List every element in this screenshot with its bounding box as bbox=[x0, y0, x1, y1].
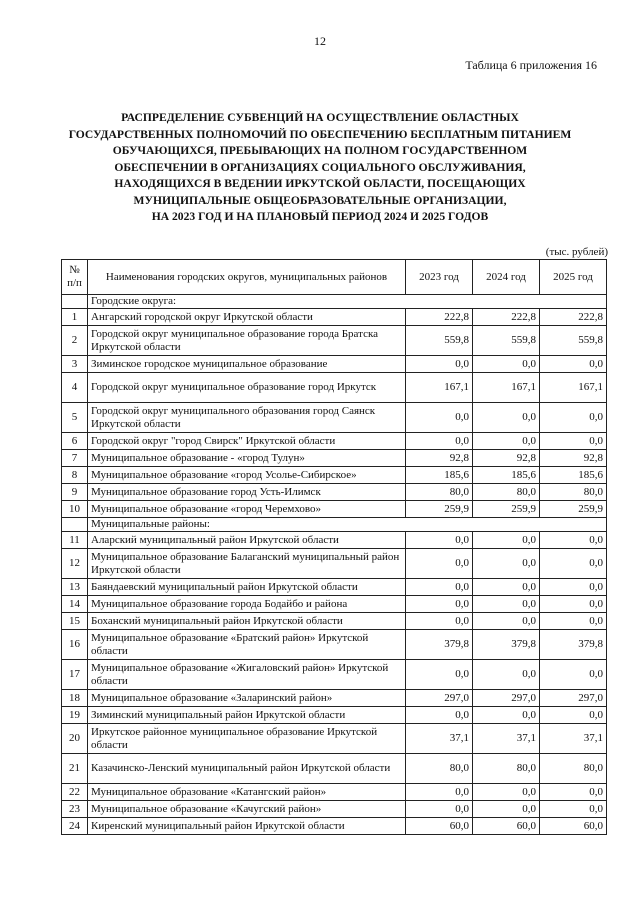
table-header-row bbox=[62, 260, 607, 295]
value-2025: 0,0 bbox=[540, 579, 607, 596]
value-2024: 80,0 bbox=[473, 754, 540, 784]
value-2023: 185,6 bbox=[406, 467, 473, 484]
row-number: 17 bbox=[62, 660, 88, 690]
title-line: РАСПРЕДЕЛЕНИЕ СУБВЕНЦИЙ НА ОСУЩЕСТВЛЕНИЕ ОБЛАСТНЫХ bbox=[121, 111, 519, 124]
value-2025: 80,0 bbox=[540, 754, 607, 784]
row-number: 1 bbox=[62, 309, 88, 326]
value-2023: 0,0 bbox=[406, 532, 473, 549]
table-row bbox=[62, 579, 607, 596]
table-row bbox=[62, 433, 607, 450]
value-2024: 0,0 bbox=[473, 549, 540, 579]
row-number: 14 bbox=[62, 596, 88, 613]
row-name: Муниципальное образование город Усть-Илимск bbox=[88, 484, 406, 501]
title-line: НАХОДЯЩИХСЯ В ВЕДЕНИИ ИРКУТСКОЙ ОБЛАСТИ, ПОСЕЩАЮЩИХ bbox=[114, 177, 526, 190]
table-group-row bbox=[62, 518, 607, 532]
value-2023: 37,1 bbox=[406, 724, 473, 754]
title-line: МУНИЦИПАЛЬНЫЕ ОБЩЕОБРАЗОВАТЕЛЬНЫЕ ОРГАНИЗАЦИИ, bbox=[133, 193, 507, 207]
row-number: 24 bbox=[62, 818, 88, 835]
value-2024: 259,9 bbox=[473, 501, 540, 518]
value-2023: 0,0 bbox=[406, 356, 473, 373]
table-row bbox=[62, 403, 607, 433]
group-label: Городские округа: bbox=[88, 295, 607, 309]
table-row bbox=[62, 356, 607, 373]
row-name: Городской округ муниципального образования город Саянск Иркутской области bbox=[88, 403, 406, 433]
value-2023: 0,0 bbox=[406, 549, 473, 579]
value-2023: 0,0 bbox=[406, 801, 473, 818]
value-2025: 0,0 bbox=[540, 596, 607, 613]
value-2023: 60,0 bbox=[406, 818, 473, 835]
value-2024: 0,0 bbox=[473, 801, 540, 818]
value-2024: 0,0 bbox=[473, 660, 540, 690]
row-name: Иркутское районное муниципальное образование Иркутской области bbox=[88, 724, 406, 754]
value-2025: 0,0 bbox=[540, 707, 607, 724]
value-2024: 0,0 bbox=[473, 613, 540, 630]
value-2025: 0,0 bbox=[540, 784, 607, 801]
row-name: Боханский муниципальный район Иркутской области bbox=[88, 613, 406, 630]
group-num-cell bbox=[62, 518, 88, 532]
row-name: Ангарский городской округ Иркутской области bbox=[88, 309, 406, 326]
value-2025: 0,0 bbox=[540, 356, 607, 373]
row-name: Муниципальное образование - «город Тулун» bbox=[88, 450, 406, 467]
value-2023: 0,0 bbox=[406, 707, 473, 724]
group-num-cell bbox=[62, 295, 88, 309]
value-2025: 80,0 bbox=[540, 484, 607, 501]
row-name: Казачинско-Ленский муниципальный район Иркутской области bbox=[88, 754, 406, 784]
title-line: ОБЕСПЕЧЕНИИ В ОРГАНИЗАЦИЯХ СОЦИАЛЬНОГО ОБСЛУЖИВАНИЯ, bbox=[114, 160, 526, 174]
value-2024: 0,0 bbox=[473, 403, 540, 433]
row-name: Аларский муниципальный район Иркутской области bbox=[88, 532, 406, 549]
value-2023: 379,8 bbox=[406, 630, 473, 660]
value-2024: 80,0 bbox=[473, 484, 540, 501]
row-number: 12 bbox=[62, 549, 88, 579]
value-2024: 0,0 bbox=[473, 532, 540, 549]
table-row bbox=[62, 467, 607, 484]
row-name: Зиминский муниципальный район Иркутской области bbox=[88, 707, 406, 724]
table-row bbox=[62, 784, 607, 801]
title-line: ОБУЧАЮЩИХСЯ, ПРЕБЫВАЮЩИХ НА ПОЛНОМ ГОСУДАРСТВЕННОМ bbox=[112, 144, 528, 157]
row-number: 6 bbox=[62, 433, 88, 450]
row-number: 16 bbox=[62, 630, 88, 660]
page-number: 12 bbox=[314, 34, 326, 48]
table-row bbox=[62, 801, 607, 818]
row-name: Городской округ муниципальное образование города Братска Иркутской области bbox=[88, 326, 406, 356]
value-2023: 92,8 bbox=[406, 450, 473, 467]
unit-note: (тыс. рублей) bbox=[545, 246, 608, 258]
table-group-row bbox=[62, 295, 607, 309]
row-name: Муниципальное образование «Катангский район» bbox=[88, 784, 406, 801]
row-number: 13 bbox=[62, 579, 88, 596]
row-name: Муниципальное образование «Братский район» Иркутской области bbox=[88, 630, 406, 660]
row-number: 2 bbox=[62, 326, 88, 356]
value-2023: 0,0 bbox=[406, 660, 473, 690]
row-name: Муниципальное образование «город Черемхово» bbox=[88, 501, 406, 518]
row-number: 10 bbox=[62, 501, 88, 518]
header-2024: 2024 год bbox=[473, 260, 540, 295]
value-2025: 222,8 bbox=[540, 309, 607, 326]
value-2024: 559,8 bbox=[473, 326, 540, 356]
header-2023: 2023 год bbox=[406, 260, 473, 295]
table-row bbox=[62, 596, 607, 613]
subsidy-table bbox=[61, 259, 607, 835]
value-2025: 37,1 bbox=[540, 724, 607, 754]
value-2025: 0,0 bbox=[540, 403, 607, 433]
row-name: Муниципальное образование города Бодайбо и района bbox=[88, 596, 406, 613]
value-2024: 0,0 bbox=[473, 433, 540, 450]
value-2025: 0,0 bbox=[540, 801, 607, 818]
row-number: 8 bbox=[62, 467, 88, 484]
value-2023: 167,1 bbox=[406, 373, 473, 403]
value-2025: 0,0 bbox=[540, 433, 607, 450]
row-number: 20 bbox=[62, 724, 88, 754]
value-2024: 0,0 bbox=[473, 579, 540, 596]
row-number: 18 bbox=[62, 690, 88, 707]
table-body bbox=[62, 295, 607, 835]
table-row bbox=[62, 309, 607, 326]
value-2025: 0,0 bbox=[540, 660, 607, 690]
row-number: 11 bbox=[62, 532, 88, 549]
value-2024: 92,8 bbox=[473, 450, 540, 467]
value-2023: 222,8 bbox=[406, 309, 473, 326]
value-2025: 60,0 bbox=[540, 818, 607, 835]
value-2024: 0,0 bbox=[473, 784, 540, 801]
value-2024: 0,0 bbox=[473, 356, 540, 373]
group-label: Муниципальные районы: bbox=[88, 518, 607, 532]
row-name: Муниципальное образование «город Усолье-Сибирское» bbox=[88, 467, 406, 484]
value-2023: 0,0 bbox=[406, 433, 473, 450]
row-number: 21 bbox=[62, 754, 88, 784]
value-2024: 222,8 bbox=[473, 309, 540, 326]
value-2024: 185,6 bbox=[473, 467, 540, 484]
row-name: Муниципальное образование «Жигаловский район» Иркутской области bbox=[88, 660, 406, 690]
row-name: Киренский муниципальный район Иркутской области bbox=[88, 818, 406, 835]
value-2025: 0,0 bbox=[540, 532, 607, 549]
row-name: Баяндаевский муниципальный район Иркутской области bbox=[88, 579, 406, 596]
row-name: Городской округ "город Свирск" Иркутской области bbox=[88, 433, 406, 450]
value-2025: 0,0 bbox=[540, 549, 607, 579]
row-number: 5 bbox=[62, 403, 88, 433]
table-row bbox=[62, 724, 607, 754]
value-2025: 92,8 bbox=[540, 450, 607, 467]
table-row bbox=[62, 630, 607, 660]
value-2023: 0,0 bbox=[406, 613, 473, 630]
value-2024: 297,0 bbox=[473, 690, 540, 707]
row-name: Муниципальное образование «Качугский район» bbox=[88, 801, 406, 818]
row-name: Муниципальное образование Балаганский муниципальный район Иркутской области bbox=[88, 549, 406, 579]
document-title bbox=[30, 110, 610, 226]
value-2025: 185,6 bbox=[540, 467, 607, 484]
value-2024: 60,0 bbox=[473, 818, 540, 835]
value-2025: 297,0 bbox=[540, 690, 607, 707]
header-name: Наименования городских округов, муниципальных районов bbox=[88, 260, 406, 295]
header-num: № п/п bbox=[62, 260, 88, 295]
row-number: 4 bbox=[62, 373, 88, 403]
row-number: 23 bbox=[62, 801, 88, 818]
title-line: ГОСУДАРСТВЕННЫХ ПОЛНОМОЧИЙ ПО ОБЕСПЕЧЕНИЮ БЕСПЛАТНЫМ ПИТАНИЕМ bbox=[68, 127, 572, 141]
table-row bbox=[62, 690, 607, 707]
value-2025: 379,8 bbox=[540, 630, 607, 660]
table-row bbox=[62, 532, 607, 549]
value-2024: 167,1 bbox=[473, 373, 540, 403]
table-row bbox=[62, 373, 607, 403]
value-2024: 0,0 bbox=[473, 596, 540, 613]
title-line: НА 2023 ГОД И НА ПЛАНОВЫЙ ПЕРИОД 2024 И 2025 ГОДОВ bbox=[151, 210, 489, 223]
table-row bbox=[62, 707, 607, 724]
row-number: 9 bbox=[62, 484, 88, 501]
value-2023: 259,9 bbox=[406, 501, 473, 518]
value-2023: 297,0 bbox=[406, 690, 473, 707]
value-2025: 167,1 bbox=[540, 373, 607, 403]
table-row bbox=[62, 326, 607, 356]
value-2023: 0,0 bbox=[406, 403, 473, 433]
value-2023: 80,0 bbox=[406, 484, 473, 501]
value-2023: 80,0 bbox=[406, 754, 473, 784]
table-row bbox=[62, 613, 607, 630]
row-number: 3 bbox=[62, 356, 88, 373]
value-2023: 0,0 bbox=[406, 784, 473, 801]
row-number: 7 bbox=[62, 450, 88, 467]
value-2024: 0,0 bbox=[473, 707, 540, 724]
row-name: Муниципальное образование «Заларинский район» bbox=[88, 690, 406, 707]
value-2025: 559,8 bbox=[540, 326, 607, 356]
table-row bbox=[62, 549, 607, 579]
value-2023: 0,0 bbox=[406, 596, 473, 613]
row-number: 19 bbox=[62, 707, 88, 724]
table-row bbox=[62, 754, 607, 784]
table-row bbox=[62, 818, 607, 835]
appendix-reference: Таблица 6 приложения 16 bbox=[465, 58, 597, 72]
value-2025: 259,9 bbox=[540, 501, 607, 518]
table-row bbox=[62, 450, 607, 467]
value-2024: 379,8 bbox=[473, 630, 540, 660]
table-row bbox=[62, 484, 607, 501]
row-number: 22 bbox=[62, 784, 88, 801]
header-2025: 2025 год bbox=[540, 260, 607, 295]
row-number: 15 bbox=[62, 613, 88, 630]
table-row bbox=[62, 660, 607, 690]
value-2023: 0,0 bbox=[406, 579, 473, 596]
value-2025: 0,0 bbox=[540, 613, 607, 630]
value-2023: 559,8 bbox=[406, 326, 473, 356]
value-2024: 37,1 bbox=[473, 724, 540, 754]
row-name: Городской округ муниципальное образование город Иркутск bbox=[88, 373, 406, 403]
table-row bbox=[62, 501, 607, 518]
row-name: Зиминское городское муниципальное образование bbox=[88, 356, 406, 373]
